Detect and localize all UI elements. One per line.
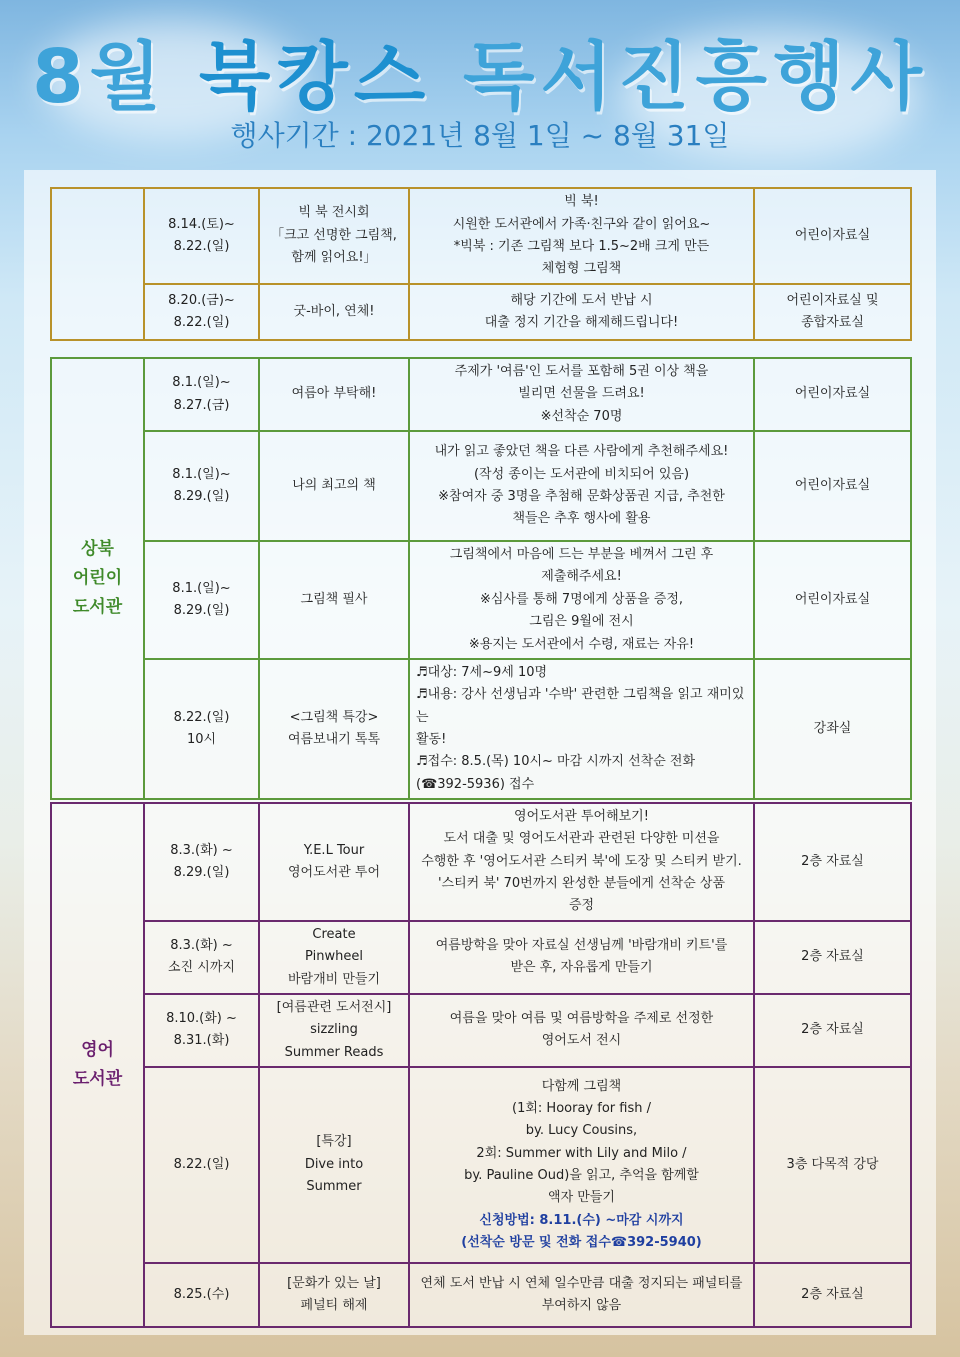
event-date <box>144 803 259 921</box>
event-place-line: 어린이자료실 <box>794 386 871 402</box>
library-name-line: 상북 <box>81 538 114 559</box>
event-period: 행사기간 : 2021년 8월 1일 ~ 8월 31일 <box>230 119 730 152</box>
event-description-line: 빌리면 선물을 드려요! <box>518 386 645 402</box>
event-description-line: 액자 만들기 <box>548 1190 615 1206</box>
event-description-line: by. Pauline Oud)을 읽고, 추억을 함께할 <box>464 1167 699 1183</box>
event-name-line: 「크고 선명한 그림책, <box>271 227 397 243</box>
event-place-line: 3층 다목적 강당 <box>786 1156 879 1172</box>
event-date <box>144 431 259 541</box>
event-name-line: Dive into <box>304 1156 364 1172</box>
library-name-line: 어린이 <box>72 567 123 588</box>
event-name <box>259 994 409 1067</box>
table-row <box>51 284 911 340</box>
event-name <box>259 1067 409 1263</box>
event-description-line: 여름을 맞아 여름 및 여름방학을 주제로 선정한 <box>449 1011 714 1027</box>
event-description-line: 내가 읽고 좋았던 책을 다른 사람에게 추천해주세요! <box>434 444 729 460</box>
event-name-line: 여름보내기 톡톡 <box>287 731 381 747</box>
schedule-table-general <box>50 187 912 341</box>
table-row <box>51 358 911 431</box>
event-date <box>144 921 259 994</box>
event-place <box>754 659 911 799</box>
table-row <box>51 541 911 659</box>
event-description <box>409 803 754 921</box>
event-place-line: 어린이자료실 <box>794 477 871 493</box>
schedule-table-english <box>50 802 912 1328</box>
event-place <box>754 1067 911 1263</box>
event-description-line: 책들은 추후 행사에 활용 <box>512 511 651 527</box>
event-name-line: Pinwheel <box>305 949 363 965</box>
event-description-line: 빅 북! <box>564 194 599 210</box>
event-name-line: 영어도서관 투어 <box>287 864 381 880</box>
event-description-line: 활동! <box>416 731 447 747</box>
event-place-line: 2층 자료실 <box>801 1022 864 1038</box>
event-place <box>754 284 911 340</box>
event-description-line: '스티커 북' 70번까지 완성한 분들에게 선착순 상품 <box>437 876 726 892</box>
event-place <box>754 541 911 659</box>
event-description-line: 제출해주세요! <box>541 569 622 585</box>
event-description <box>409 1263 754 1327</box>
event-description-line: (☎392-5936) 접수 <box>416 776 535 792</box>
library-name-line: 도서관 <box>72 597 123 618</box>
table-row <box>51 1263 911 1327</box>
event-description-line: 연체 도서 반납 시 연체 일수만큼 대출 정지되는 패널티를 <box>420 1275 743 1291</box>
event-name-line: 빅 북 전시회 <box>298 205 370 221</box>
table-row <box>51 188 911 284</box>
event-date-line: 8.14.(토)~ <box>168 216 235 232</box>
event-name <box>259 358 409 431</box>
event-place-line: 2층 자료실 <box>801 853 864 869</box>
library-name <box>51 803 144 1327</box>
event-description <box>409 431 754 541</box>
event-description-line: 2회: Summer with Lily and Milo / <box>476 1145 687 1161</box>
event-date-line: 8.3.(화) ~ <box>170 937 233 953</box>
event-name-line: 그림책 필사 <box>300 591 368 607</box>
event-description-line: ♬접수: 8.5.(목) 10시~ 마감 시까지 선착순 전화 <box>416 754 696 770</box>
event-name <box>259 803 409 921</box>
event-name-line: [여름관련 도서전시] <box>276 999 392 1015</box>
event-description-line: 그림은 9월에 전시 <box>529 614 634 630</box>
event-description-line: 영어도서 전시 <box>541 1033 622 1049</box>
event-description-line: ※심사를 통해 7명에게 상품을 증정, <box>479 591 684 607</box>
event-description-line: 해당 기간에 도서 반납 시 <box>510 292 653 308</box>
title-highlight: 북캉스 <box>198 34 432 120</box>
event-description-line: 부여하지 않음 <box>541 1297 622 1313</box>
event-name-line: Summer <box>306 1179 362 1195</box>
event-date <box>144 541 259 659</box>
event-name <box>259 1263 409 1327</box>
library-name <box>51 188 144 340</box>
event-date <box>144 1263 259 1327</box>
event-description <box>409 188 754 284</box>
event-date-line: 8.27.(금) <box>173 397 230 413</box>
event-date-line: 8.20.(금)~ <box>168 292 235 308</box>
event-date <box>144 659 259 799</box>
event-date-line: 8.1.(일)~ <box>172 580 231 596</box>
event-date-line: 8.31.(화) <box>173 1033 230 1049</box>
event-date-line: 8.22.(일) <box>173 1156 230 1172</box>
event-description-line: ※참여자 중 3명을 추첨해 문화상품권 지급, 추천한 <box>438 489 725 505</box>
event-place <box>754 921 911 994</box>
event-name-line: Create <box>312 926 356 942</box>
event-name-line: Summer Reads <box>284 1044 384 1060</box>
table-row <box>51 431 911 541</box>
title-event: 독서진흥행사 <box>431 34 928 120</box>
event-date-line: 8.10.(화) ~ <box>166 1011 237 1027</box>
event-name-line: 굿-바이, 연체! <box>293 303 375 319</box>
event-place <box>754 803 911 921</box>
event-description-line: 대출 정지 기간을 해제해드립니다! <box>484 315 679 330</box>
table-row <box>51 994 911 1067</box>
event-place-line: 종합자료실 <box>801 315 864 330</box>
event-date <box>144 1067 259 1263</box>
event-place-line: 2층 자료실 <box>801 1286 864 1302</box>
event-description <box>409 284 754 340</box>
event-application-line: 신청방법: 8.11.(수) ~마감 시까지 <box>479 1212 684 1228</box>
event-description <box>409 1067 754 1263</box>
title-month: 8월 <box>32 34 199 120</box>
event-description-line: 여름방학을 맞아 자료실 선생님께 '바람개비 키트'를 <box>435 937 728 953</box>
event-description-line: 체험형 그림책 <box>541 261 622 277</box>
event-description <box>409 541 754 659</box>
event-place-line: 2층 자료실 <box>801 949 864 965</box>
event-description-line: (1회: Hooray for fish / <box>512 1100 651 1116</box>
event-place <box>754 188 911 284</box>
event-date <box>144 284 259 340</box>
event-date-line: 소진 시까지 <box>168 960 235 976</box>
event-place <box>754 1263 911 1327</box>
event-description-line: ※선착순 70명 <box>540 408 623 424</box>
event-name-line: 나의 최고의 책 <box>292 477 376 493</box>
event-description <box>409 921 754 994</box>
event-name-line: 바람개비 만들기 <box>287 971 381 987</box>
event-description-line: 증정 <box>568 898 595 914</box>
event-description-line: 다함께 그림책 <box>541 1078 622 1094</box>
event-date-line: 8.29.(일) <box>173 864 230 880</box>
event-name-line: 여름아 부탁해! <box>291 386 377 402</box>
event-description-line: 주제가 '여름'인 도서를 포함해 5권 이상 책을 <box>454 364 709 379</box>
event-description-line: 그림책에서 마음에 드는 부분을 베껴서 그린 후 <box>449 547 714 563</box>
event-date-line: 8.25.(수) <box>173 1286 230 1302</box>
event-name-line: sizzling <box>310 1022 358 1038</box>
event-name-line: <그림책 특강> <box>289 709 379 725</box>
page-title <box>0 18 960 124</box>
event-date-line: 10시 <box>186 731 217 747</box>
event-description-line: by. Lucy Cousins, <box>525 1123 638 1139</box>
event-date <box>144 358 259 431</box>
event-name <box>259 541 409 659</box>
event-description <box>409 994 754 1067</box>
event-date-line: 8.1.(일)~ <box>172 466 231 482</box>
event-date <box>144 994 259 1067</box>
event-date-line: 8.3.(화) ~ <box>170 842 233 858</box>
event-description-line: ※용지는 도서관에서 수령, 재료는 자유! <box>468 636 695 652</box>
event-place-line: 어린이자료실 <box>794 591 871 607</box>
event-description-line: *빅북 : 기존 그림책 보다 1.5~2배 크게 만든 <box>453 239 710 254</box>
event-description-line: 영어도서관 투어해보기! <box>514 809 649 824</box>
event-place <box>754 994 911 1067</box>
event-description <box>409 659 754 799</box>
event-name <box>259 921 409 994</box>
event-date-line: 8.29.(일) <box>173 602 230 618</box>
event-name-line: [문화가 있는 날] <box>287 1275 381 1291</box>
event-name <box>259 284 409 340</box>
table-row <box>51 921 911 994</box>
event-name-line: [특강] <box>316 1134 352 1150</box>
event-name-line: 페널티 해제 <box>300 1297 368 1313</box>
event-application-line: (선착순 방문 및 전화 접수☎392-5940) <box>461 1235 702 1251</box>
table-row <box>51 803 911 921</box>
event-date-line: 8.22.(일) <box>173 709 230 725</box>
event-date-line: 8.22.(일) <box>173 239 230 254</box>
event-date-line: 8.29.(일) <box>173 489 230 505</box>
library-name <box>51 358 144 799</box>
event-date-line: 8.1.(일)~ <box>172 375 231 391</box>
event-description <box>409 358 754 431</box>
event-place <box>754 431 911 541</box>
event-date-line: 8.22.(일) <box>173 315 230 330</box>
library-name-line: 영어 <box>81 1039 114 1060</box>
event-name-line: Y.E.L Tour <box>303 842 365 858</box>
library-name-line: 도서관 <box>72 1068 123 1089</box>
event-name <box>259 659 409 799</box>
event-place-line: 어린이자료실 및 <box>786 292 879 308</box>
event-description-line: 수행한 후 '영어도서관 스티커 북'에 도장 및 스티커 받기. <box>421 853 742 869</box>
event-description-line: ♬대상: 7세~9세 10명 <box>416 664 548 680</box>
event-description-line: 받은 후, 자유롭게 만들기 <box>510 960 653 976</box>
event-name <box>259 431 409 541</box>
event-description-line: 도서 대출 및 영어도서관과 관련된 다양한 미션을 <box>443 831 720 847</box>
event-name-line: 함께 읽어요!」 <box>291 250 377 266</box>
event-place-line: 강좌실 <box>813 720 852 736</box>
event-description-line: 시원한 도서관에서 가족·친구와 같이 읽어요~ <box>452 216 711 232</box>
event-date <box>144 188 259 284</box>
event-name <box>259 188 409 284</box>
schedule-table-sangbuk <box>50 357 912 800</box>
event-description-line: ♬내용: 강사 선생님과 '수박' 관련한 그림책을 읽고 재미있는 <box>416 687 745 725</box>
event-place <box>754 358 911 431</box>
event-place-line: 어린이자료실 <box>794 227 871 243</box>
event-description-line: (작성 종이는 도서관에 비치되어 있음) <box>473 466 690 482</box>
table-row <box>51 659 911 799</box>
table-row <box>51 1067 911 1263</box>
